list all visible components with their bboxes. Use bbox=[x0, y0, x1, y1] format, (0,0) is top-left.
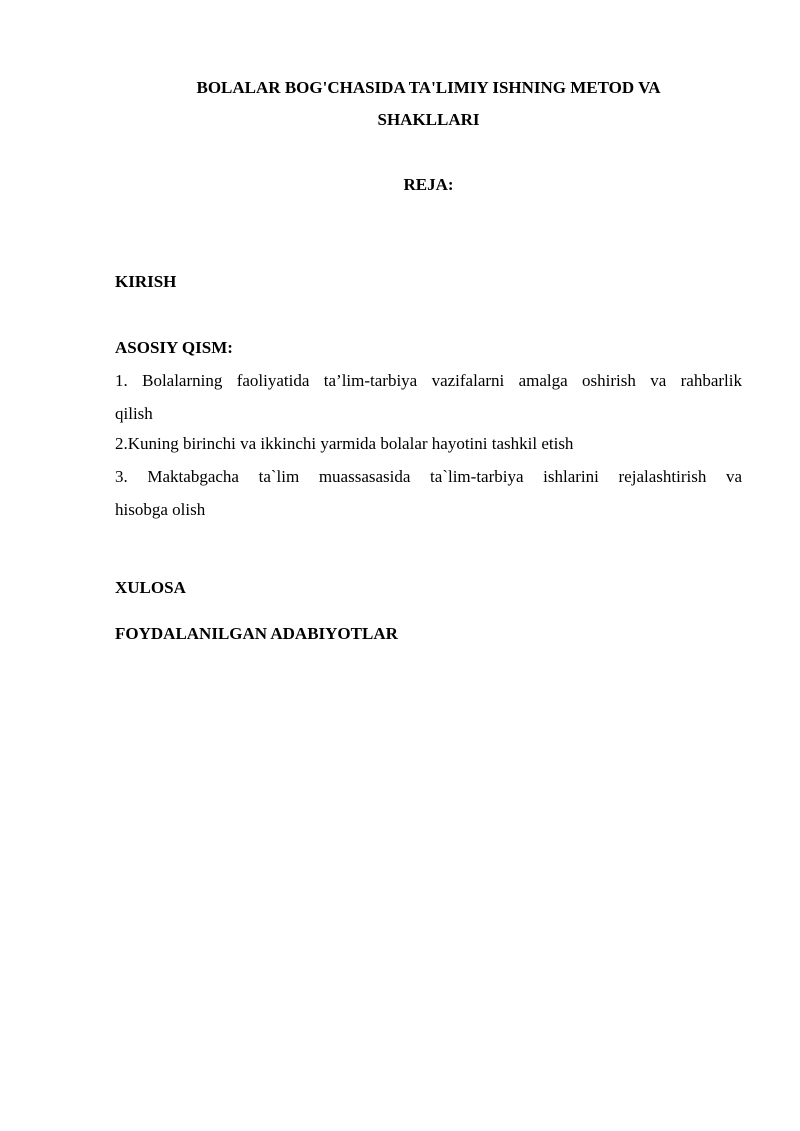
document-title-line-2: SHAKLLARI bbox=[377, 110, 480, 129]
document-title-line-1: BOLALAR BOG'CHASIDA TA'LIMIY ISHNING METOD VA bbox=[196, 78, 661, 97]
plan-heading: REJA: bbox=[403, 175, 454, 194]
plan-item-3-line-1: 3. Maktabgacha ta`lim muassasasida ta`lim-tarbiya ishlarini rejalashtirish va bbox=[115, 467, 742, 486]
plan-item-3-line-2: hisobga olish bbox=[115, 500, 206, 519]
plan-item-1-line-2: qilish bbox=[115, 404, 153, 423]
plan-item-2 bbox=[115, 427, 742, 460]
plan-item-2-line-1: 2.Kuning birinchi va ikkinchi yarmida bolalar hayotini tashkil etish bbox=[115, 434, 574, 453]
introduction-heading: KIRISH bbox=[115, 272, 177, 291]
references-heading: FOYDALANILGAN ADABIYOTLAR bbox=[115, 624, 398, 643]
plan-item-1-line-1: 1. Bolalarning faoliyatida ta’lim-tarbiya vazifalarni amalga oshirish va rahbarlik bbox=[115, 371, 742, 390]
plan-item-3 bbox=[115, 460, 742, 526]
conclusion-heading: XULOSA bbox=[115, 578, 186, 597]
plan-item-1 bbox=[115, 364, 742, 430]
main-part-heading: ASOSIY QISM: bbox=[115, 338, 233, 357]
